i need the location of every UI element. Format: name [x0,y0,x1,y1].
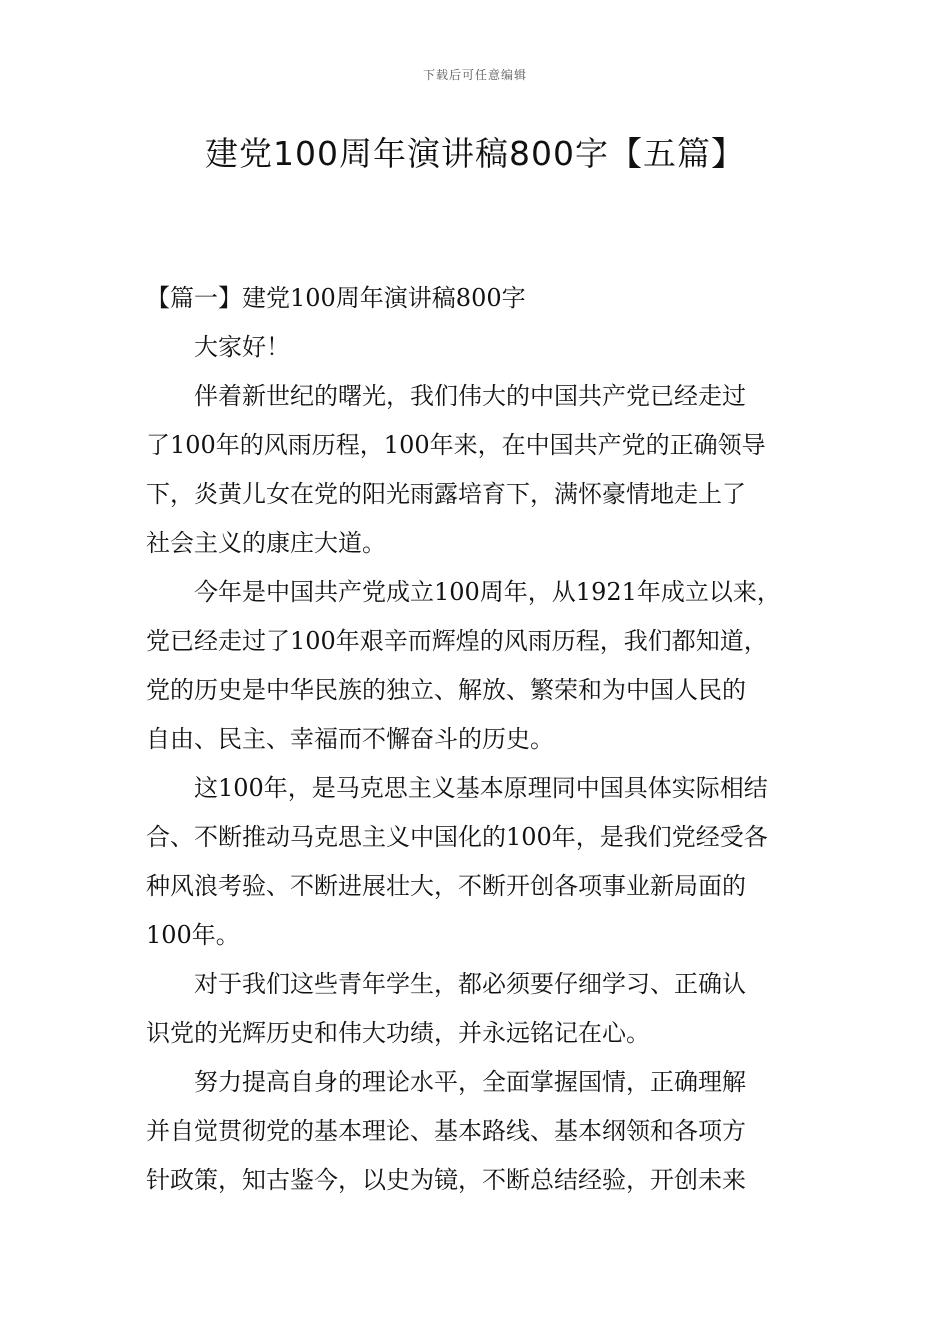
paragraph-line: 党的历史是中华民族的独立、解放、繁荣和为中国人民的 [146,676,746,704]
paragraph-line: 今年是中国共产党成立100周年，从1921年成立以来， [194,578,781,606]
paragraph-line: 自由、民主、幸福而不懈奋斗的历史。 [146,725,554,753]
paragraph [146,960,826,1057]
paragraph-line: 党已经走过了100年艰辛而辉煌的风雨历程，我们都知道， [146,627,768,655]
paragraph-line: 并自觉贯彻党的基本理论、基本路线、基本纲领和各项方 [146,1117,746,1145]
paragraph-line: 社会主义的康庄大道。 [146,529,386,557]
paragraph-line: 针政策，知古鉴今，以史为镜，不断总结经验，开创未来 [146,1166,746,1194]
paragraph-line: 对于我们这些青年学生，都必须要仔细学习、正确认 [194,970,746,998]
header-note: 下载后可任意编辑 [422,68,527,82]
paragraph [146,568,826,763]
paragraph-line: 100年。 [146,921,240,949]
paragraph [146,764,826,959]
paragraph-line: 种风浪考验、不断进展壮大，不断开创各项事业新局面的 [146,872,746,900]
document-body [146,274,826,1205]
section-heading: 【篇一】建党100周年演讲稿800字 [146,284,526,312]
paragraph-line: 了100年的风雨历程，100年来，在中国共产党的正确领导 [146,431,766,459]
paragraph [146,323,826,371]
paragraph [146,372,826,567]
document-title: 建党100周年演讲稿800字【五篇】 [205,134,745,173]
paragraph-line: 下，炎黄儿女在党的阳光雨露培育下，满怀豪情地走上了 [146,480,746,508]
paragraph-line: 伴着新世纪的曙光，我们伟大的中国共产党已经走过 [194,382,746,410]
paragraph-line: 识党的光辉历史和伟大功绩，并永远铭记在心。 [146,1019,650,1047]
paragraph-line: 这100年，是马克思主义基本原理同中国具体实际相结 [194,774,768,802]
paragraph-line: 大家好！ [194,333,290,361]
paragraph-line: 努力提高自身的理论水平，全面掌握国情，正确理解 [194,1068,746,1096]
paragraph-line: 合、不断推动马克思主义中国化的100年，是我们党经受各 [146,823,768,851]
paragraph [146,1058,826,1204]
